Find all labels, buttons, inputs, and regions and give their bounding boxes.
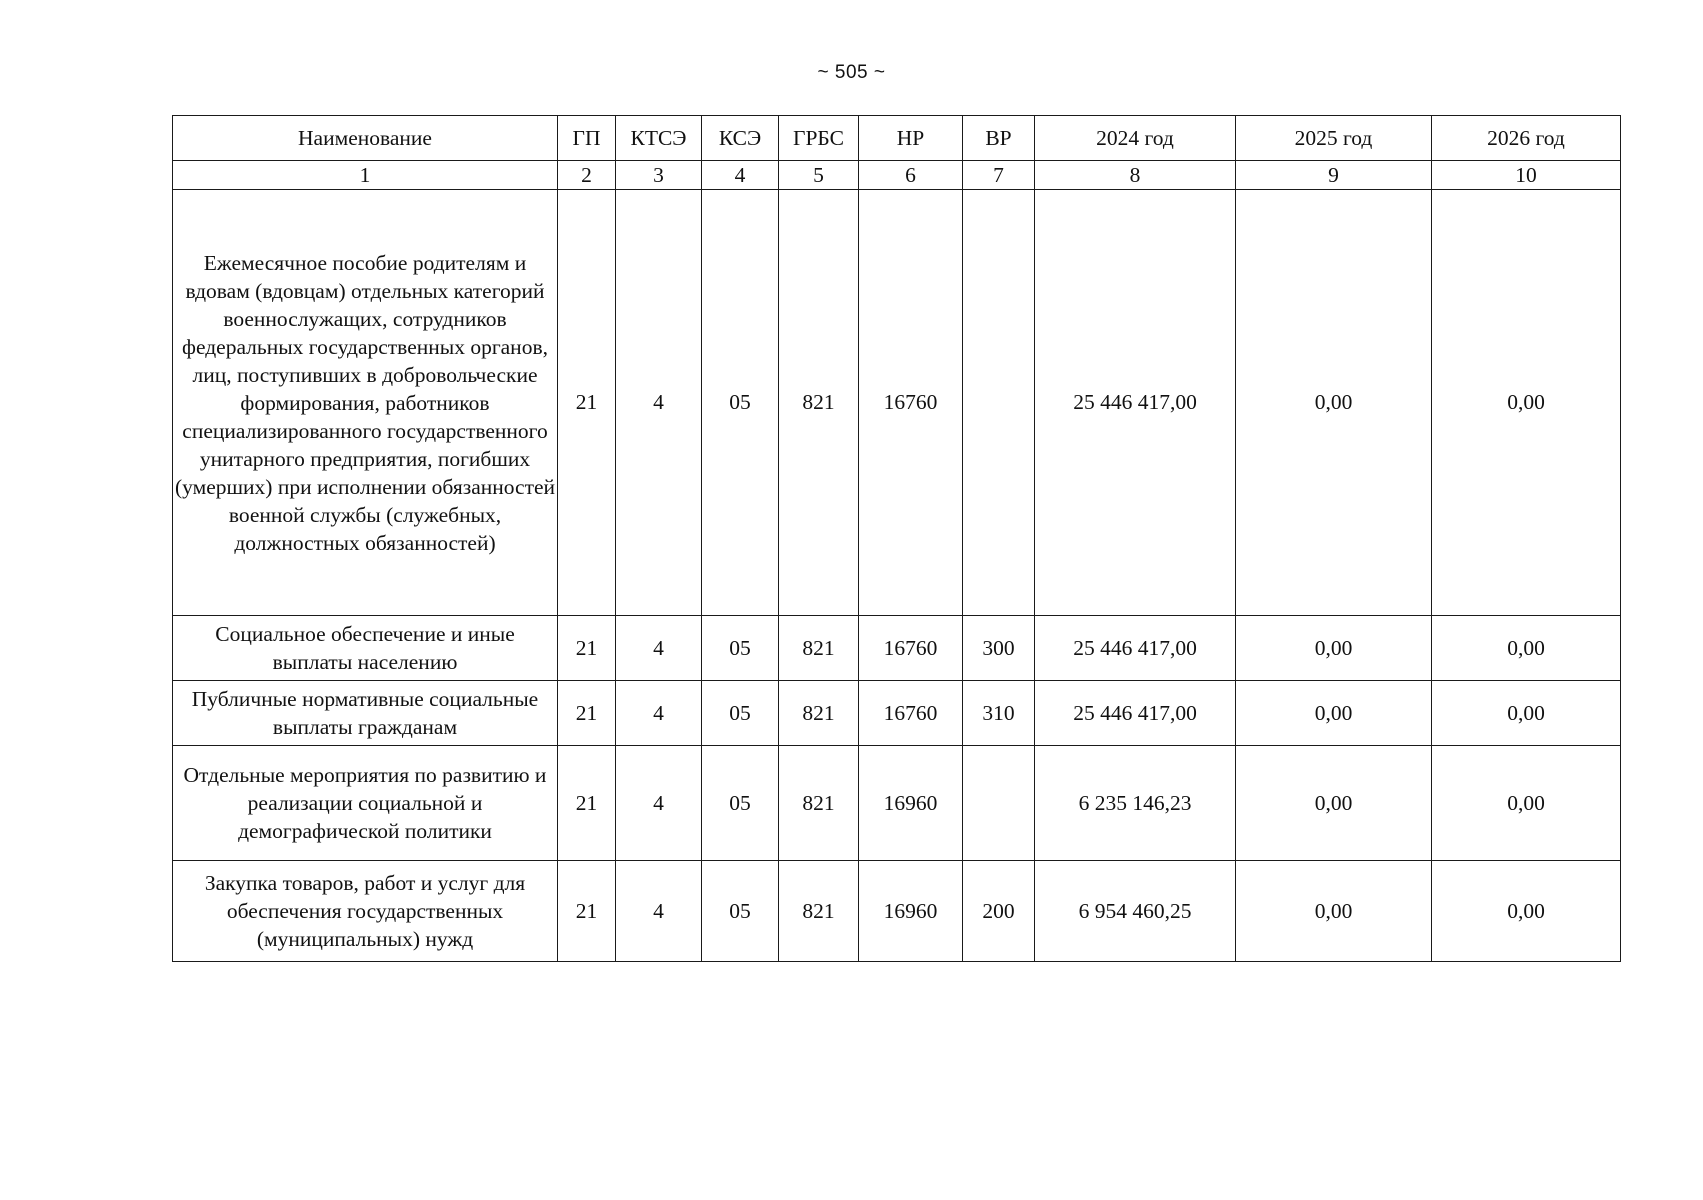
ktse-cell: 4 xyxy=(616,190,702,616)
gp-cell: 21 xyxy=(558,861,616,962)
column-number: 2 xyxy=(558,161,616,190)
table-row xyxy=(173,746,1621,861)
column-number: 3 xyxy=(616,161,702,190)
vr-cell: 310 xyxy=(963,681,1035,746)
header-vr: ВР xyxy=(963,116,1035,161)
page-number: ~ 505 ~ xyxy=(817,62,886,83)
gp-cell: 21 xyxy=(558,616,616,681)
row-name-cell: Закупка товаров, работ и услуг для обеспечения государственных (муниципальных) нужд xyxy=(173,861,558,962)
vr-cell: 300 xyxy=(963,616,1035,681)
column-number: 8 xyxy=(1035,161,1236,190)
amount-2024-cell: 6 954 460,25 xyxy=(1035,861,1236,962)
column-number-row xyxy=(173,161,1621,190)
amount-2024-cell: 25 446 417,00 xyxy=(1035,190,1236,616)
vr-cell: 200 xyxy=(963,861,1035,962)
gp-cell: 21 xyxy=(558,681,616,746)
amount-2025-cell: 0,00 xyxy=(1236,861,1432,962)
amount-2026-cell: 0,00 xyxy=(1432,746,1621,861)
vr-cell xyxy=(963,190,1035,616)
header-kse: КСЭ xyxy=(702,116,779,161)
row-name-cell: Отдельные мероприятия по развитию и реализации социальной и демографической политики xyxy=(173,746,558,861)
header-name: Наименование xyxy=(173,116,558,161)
kse-cell: 05 xyxy=(702,190,779,616)
column-number: 7 xyxy=(963,161,1035,190)
column-number: 10 xyxy=(1432,161,1621,190)
amount-2024-cell: 25 446 417,00 xyxy=(1035,681,1236,746)
grbs-cell: 821 xyxy=(779,190,859,616)
grbs-cell: 821 xyxy=(779,681,859,746)
amount-2024-cell: 6 235 146,23 xyxy=(1035,746,1236,861)
header-grbs: ГРБС xyxy=(779,116,859,161)
nr-cell: 16760 xyxy=(859,681,963,746)
kse-cell: 05 xyxy=(702,861,779,962)
amount-2026-cell: 0,00 xyxy=(1432,190,1621,616)
amount-2025-cell: 0,00 xyxy=(1236,681,1432,746)
budget-table xyxy=(172,115,1621,962)
amount-2024-cell: 25 446 417,00 xyxy=(1035,616,1236,681)
amount-2026-cell: 0,00 xyxy=(1432,681,1621,746)
column-number: 4 xyxy=(702,161,779,190)
table-row xyxy=(173,681,1621,746)
ktse-cell: 4 xyxy=(616,616,702,681)
nr-cell: 16960 xyxy=(859,861,963,962)
column-number: 5 xyxy=(779,161,859,190)
gp-cell: 21 xyxy=(558,190,616,616)
table-row xyxy=(173,616,1621,681)
amount-2026-cell: 0,00 xyxy=(1432,861,1621,962)
kse-cell: 05 xyxy=(702,681,779,746)
table-row xyxy=(173,190,1621,616)
grbs-cell: 821 xyxy=(779,746,859,861)
grbs-cell: 821 xyxy=(779,616,859,681)
table-row xyxy=(173,861,1621,962)
row-name-cell: Публичные нормативные социальные выплаты гражданам xyxy=(173,681,558,746)
kse-cell: 05 xyxy=(702,746,779,861)
header-nr: НР xyxy=(859,116,963,161)
amount-2026-cell: 0,00 xyxy=(1432,616,1621,681)
row-name-cell: Ежемесячное пособие родителям и вдовам (вдовцам) отдельных категорий военнослужащих, сотрудников федеральных государственных органов, лиц, поступивших в добровольческие формирования, работников специализированного государственного унитарного предприятия, погибших (умерших) при исполнении обязанностей военной службы (служебных, должностных обязанностей) xyxy=(173,190,558,616)
column-number: 6 xyxy=(859,161,963,190)
header-gp: ГП xyxy=(558,116,616,161)
header-2024: 2024 год xyxy=(1035,116,1236,161)
header-ktse: КТСЭ xyxy=(616,116,702,161)
nr-cell: 16960 xyxy=(859,746,963,861)
nr-cell: 16760 xyxy=(859,190,963,616)
ktse-cell: 4 xyxy=(616,681,702,746)
header-2026: 2026 год xyxy=(1432,116,1621,161)
vr-cell xyxy=(963,746,1035,861)
column-number: 1 xyxy=(173,161,558,190)
row-name-cell: Социальное обеспечение и иные выплаты населению xyxy=(173,616,558,681)
nr-cell: 16760 xyxy=(859,616,963,681)
grbs-cell: 821 xyxy=(779,861,859,962)
ktse-cell: 4 xyxy=(616,746,702,861)
gp-cell: 21 xyxy=(558,746,616,861)
column-number: 9 xyxy=(1236,161,1432,190)
header-2025: 2025 год xyxy=(1236,116,1432,161)
kse-cell: 05 xyxy=(702,616,779,681)
ktse-cell: 4 xyxy=(616,861,702,962)
amount-2025-cell: 0,00 xyxy=(1236,190,1432,616)
amount-2025-cell: 0,00 xyxy=(1236,616,1432,681)
header-row xyxy=(173,116,1621,161)
amount-2025-cell: 0,00 xyxy=(1236,746,1432,861)
